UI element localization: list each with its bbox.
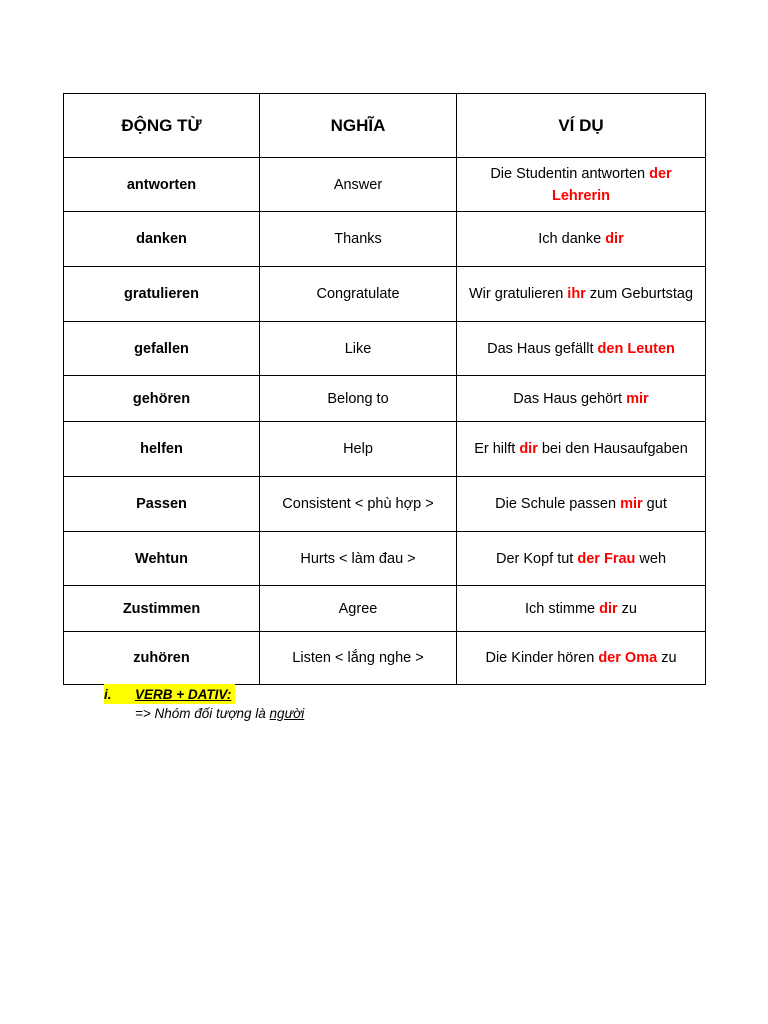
table-body [64, 158, 706, 685]
meaning-cell: Listen < lắng nghe > [260, 632, 457, 685]
dative-object-highlight: der Lehrerin [551, 165, 672, 204]
section-note-underlined: người [269, 706, 305, 721]
verb-cell: gratulieren [64, 267, 260, 322]
example-text: Ich stimme [525, 600, 600, 617]
verb-cell: gefallen [64, 322, 260, 376]
dative-object-highlight: ihr [567, 286, 586, 302]
verb-cell: Wehtun [64, 532, 260, 586]
example-cell [457, 376, 706, 422]
table-row [64, 322, 706, 376]
example-cell [457, 322, 706, 376]
table-header-row [64, 94, 706, 158]
verb-cell: gehören [64, 376, 260, 422]
dative-object-highlight: dir [519, 441, 538, 457]
example-text: zu [657, 650, 677, 666]
table-row [64, 158, 706, 212]
header-example: VÍ DỤ [457, 94, 706, 158]
dative-object-highlight: der Oma [598, 650, 658, 666]
dative-object-highlight: dir [599, 600, 618, 617]
header-meaning: NGHĨA [260, 94, 457, 158]
table-row [64, 586, 706, 632]
dative-object-highlight: mir [626, 390, 649, 407]
example-text: Er hilft [474, 441, 520, 457]
example-cell [457, 532, 706, 586]
table-row [64, 376, 706, 422]
example-text: Wir gratulieren [468, 286, 568, 302]
example-text: bei den Hausaufgaben [537, 441, 688, 457]
header-verb: ĐỘNG TỪ [64, 94, 260, 158]
example-cell [457, 422, 706, 477]
verb-table [63, 93, 706, 685]
example-text: weh [635, 550, 667, 567]
meaning-cell: Like [260, 322, 457, 376]
verb-cell: helfen [64, 422, 260, 477]
example-cell [457, 267, 706, 322]
example-text: Ich danke [538, 231, 606, 247]
example-cell [457, 586, 706, 632]
meaning-cell: Answer [260, 158, 457, 212]
meaning-cell: Congratulate [260, 267, 457, 322]
table-row [64, 532, 706, 586]
meaning-cell: Help [260, 422, 457, 477]
example-cell [457, 632, 706, 685]
example-text: zu [617, 600, 637, 617]
verb-cell: Zustimmen [64, 586, 260, 632]
example-text: zum Geburtstag [585, 286, 694, 302]
section-note-prefix: => Nhóm đối tượng là [135, 706, 270, 721]
verb-cell: zuhören [64, 632, 260, 685]
example-text: Das Haus gefällt [487, 340, 598, 357]
example-text: Die Schule passen [495, 496, 621, 512]
verb-cell: danken [64, 212, 260, 267]
meaning-cell: Hurts < làm đau > [260, 532, 457, 586]
dative-object-highlight: mir [620, 496, 643, 512]
example-cell [457, 158, 706, 212]
example-text: Die Kinder hören [485, 650, 599, 666]
section-heading [104, 684, 235, 704]
dative-object-highlight: der Frau [577, 550, 636, 567]
meaning-cell: Consistent < phù hợp > [260, 477, 457, 532]
example-text: Die Studentin antworten [490, 165, 650, 182]
example-text: Das Haus gehört [513, 390, 627, 407]
example-text: Der Kopf tut [495, 550, 578, 567]
meaning-cell: Thanks [260, 212, 457, 267]
table-row [64, 477, 706, 532]
table-row [64, 212, 706, 267]
dative-object-highlight: den Leuten [597, 340, 675, 357]
section-note [135, 706, 304, 721]
example-text: gut [642, 496, 667, 512]
dative-object-highlight: dir [605, 231, 624, 247]
verb-cell: Passen [64, 477, 260, 532]
example-cell [457, 477, 706, 532]
verb-cell: antworten [64, 158, 260, 212]
section-number: i. [104, 686, 112, 702]
table-row [64, 422, 706, 477]
table-row [64, 267, 706, 322]
table-row [64, 632, 706, 685]
example-cell [457, 212, 706, 267]
meaning-cell: Agree [260, 586, 457, 632]
section-title: VERB + DATIV: [135, 686, 232, 702]
meaning-cell: Belong to [260, 376, 457, 422]
